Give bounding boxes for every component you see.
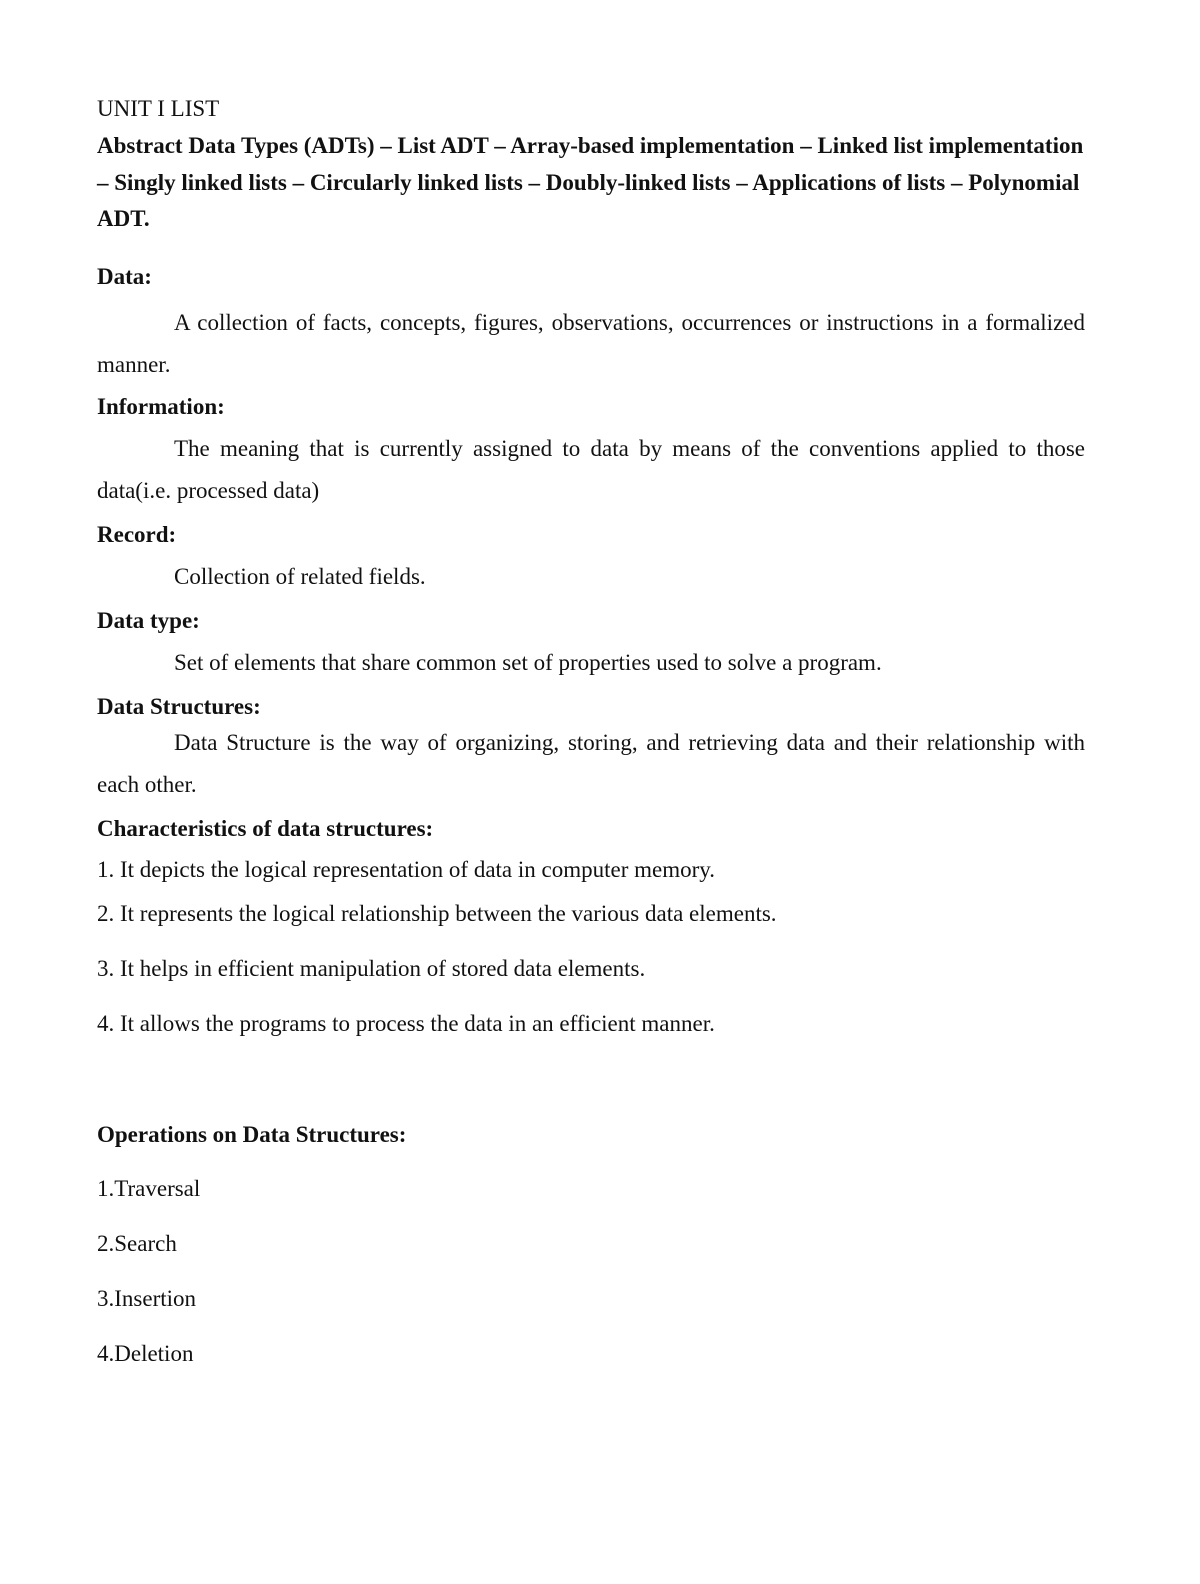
record-definition: Collection of related fields.	[174, 563, 426, 589]
document-page	[97, 92, 1085, 1369]
characteristic-item: 3. It helps in efficient manipulation of stored data elements.	[97, 955, 646, 981]
data-structures-heading: Data Structures:	[97, 693, 261, 719]
data-structures-definition: Data Structure is the way of organizing, storing, and retrieving data and their relationship with each other.	[97, 729, 1085, 797]
data-definition: A collection of facts, concepts, figures, observations, occurrences or instructions in a formalized manner.	[97, 309, 1085, 377]
data-type-heading: Data type:	[97, 607, 200, 633]
operation-item: 1.Traversal	[97, 1175, 201, 1201]
characteristic-item: 4. It allows the programs to process the data in an efficient manner.	[97, 1010, 715, 1036]
characteristics-heading: Characteristics of data structures:	[97, 815, 434, 841]
operation-item: 2.Search	[97, 1230, 177, 1256]
syllabus-topics: Abstract Data Types (ADTs) – List ADT – Array-based implementation – Linked list implementation – Singly linked lists – Circularly linked lists – Doubly-linked lists – Applications of lists – Polynomial ADT.	[97, 133, 1084, 231]
operations-heading: Operations on Data Structures:	[97, 1121, 407, 1147]
characteristic-item: 1. It depicts the logical representation of data in computer memory.	[97, 856, 716, 882]
data-type-definition: Set of elements that share common set of properties used to solve a program.	[174, 649, 882, 675]
data-heading: Data:	[97, 263, 152, 289]
record-heading: Record:	[97, 521, 177, 547]
information-heading: Information:	[97, 393, 225, 419]
characteristic-item: 2. It represents the logical relationship between the various data elements.	[97, 900, 777, 926]
operation-item: 4.Deletion	[97, 1340, 194, 1366]
unit-title: UNIT I LIST	[97, 96, 220, 121]
information-definition: The meaning that is currently assigned to data by means of the conventions applied to those data(i.e. processed data)	[97, 435, 1085, 503]
operation-item: 3.Insertion	[97, 1285, 197, 1311]
